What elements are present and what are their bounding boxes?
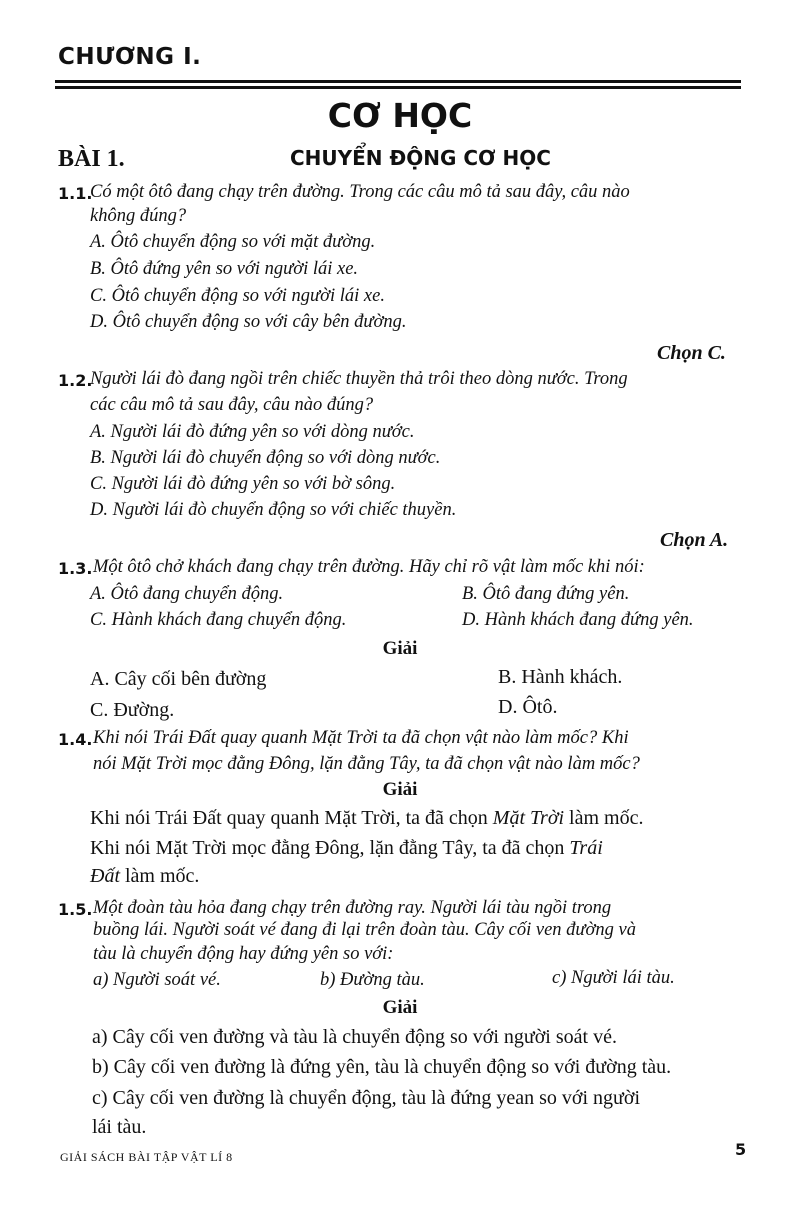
option: D. Người lái đò chuyển động so với chiếc thuyền. [90, 500, 457, 520]
footer-book-title: GIẢI SÁCH BÀI TẬP VẬT LÍ 8 [60, 1150, 233, 1164]
option: a) Người soát vé. [93, 970, 221, 990]
solution-line: a) Cây cối ven đường và tàu là chuyển động so với người soát vé. [92, 1026, 617, 1048]
solution-line: Khi nói Trái Đất quay quanh Mặt Trời, ta đã chọn Mặt Trời làm mốc. [90, 807, 644, 829]
question-number: 1.3. [58, 559, 93, 578]
part-title: CƠ HỌC [327, 96, 473, 135]
option: B. Ôtô đang đứng yên. [462, 584, 630, 604]
question-text: Khi nói Trái Đất quay quanh Mặt Trời ta đã chọn vật nào làm mốc? Khi [93, 728, 629, 748]
page-number: 5 [735, 1140, 747, 1159]
question-text: Một đoàn tàu hỏa đang chạy trên đường ray. Người lái tàu ngồi trong [93, 898, 612, 918]
question-text: Người lái đò đang ngồi trên chiếc thuyền thả trôi theo dòng nước. Trong [90, 369, 628, 389]
solution-line: C. Đường. [90, 699, 175, 721]
question-text: tàu là chuyển động hay đứng yên so với: [93, 944, 394, 964]
question-text: không đúng? [90, 206, 187, 226]
option: C. Hành khách đang chuyển động. [90, 610, 347, 630]
option: A. Người lái đò đứng yên so với dòng nước. [90, 422, 415, 442]
question-text: buồng lái. Người soát vé đang đi lại trên đoàn tàu. Cây cối ven đường và [93, 920, 636, 940]
question-text: Có một ôtô đang chạy trên đường. Trong các câu mô tả sau đây, câu nào [90, 182, 630, 202]
question-number: 1.2. [58, 371, 93, 390]
option: C. Ôtô chuyển động so với người lái xe. [90, 286, 385, 306]
option: D. Ôtô chuyển động so với cây bên đường. [90, 312, 407, 332]
lesson-title: CHUYỂN ĐỘNG CƠ HỌC [290, 146, 551, 170]
solution-line: lái tàu. [92, 1116, 147, 1138]
lesson-label: BÀI 1. [58, 146, 125, 172]
heading-rule-bottom [55, 86, 741, 89]
solution-line: A. Cây cối bên đường [90, 668, 267, 690]
question-number: 1.1. [58, 184, 93, 203]
option: B. Ôtô đứng yên so với người lái xe. [90, 259, 359, 279]
solution-heading: Giải [382, 779, 418, 800]
solution-heading: Giải [382, 638, 418, 659]
question-text: các câu mô tả sau đây, câu nào đúng? [90, 395, 374, 415]
solution-line: b) Cây cối ven đường là đứng yên, tàu là chuyển động so với đường tàu. [92, 1056, 672, 1078]
answer: Chọn A. [660, 529, 729, 551]
option: c) Người lái tàu. [552, 968, 675, 988]
question-number: 1.5. [58, 900, 93, 919]
solution-heading: Giải [382, 997, 418, 1018]
option: A. Ôtô chuyển động so với mặt đường. [90, 232, 376, 252]
option: D. Hành khách đang đứng yên. [462, 610, 694, 630]
solution-line: c) Cây cối ven đường là chuyển động, tàu là đứng yean so với người [92, 1087, 641, 1109]
chapter-heading: CHƯƠNG I. [58, 44, 202, 70]
answer: Chọn C. [657, 342, 726, 364]
option: b) Đường tàu. [320, 970, 425, 990]
solution-line: Đất làm mốc. [90, 865, 200, 887]
option: A. Ôtô đang chuyển động. [90, 584, 284, 604]
question-number: 1.4. [58, 730, 93, 749]
solution-line: D. Ôtô. [498, 696, 558, 718]
heading-rule-top [55, 80, 741, 83]
option: C. Người lái đò đứng yên so với bờ sông. [90, 474, 396, 494]
question-text: nói Mặt Trời mọc đằng Đông, lặn đằng Tây, ta đã chọn vật nào làm mốc? [93, 754, 640, 774]
solution-line: Khi nói Mặt Trời mọc đằng Đông, lặn đằng Tây, ta đã chọn Trái [90, 837, 603, 859]
question-text: Một ôtô chở khách đang chạy trên đường. Hãy chỉ rõ vật làm mốc khi nói: [93, 557, 645, 577]
solution-line: B. Hành khách. [498, 666, 623, 688]
option: B. Người lái đò chuyển động so với dòng nước. [90, 448, 441, 468]
